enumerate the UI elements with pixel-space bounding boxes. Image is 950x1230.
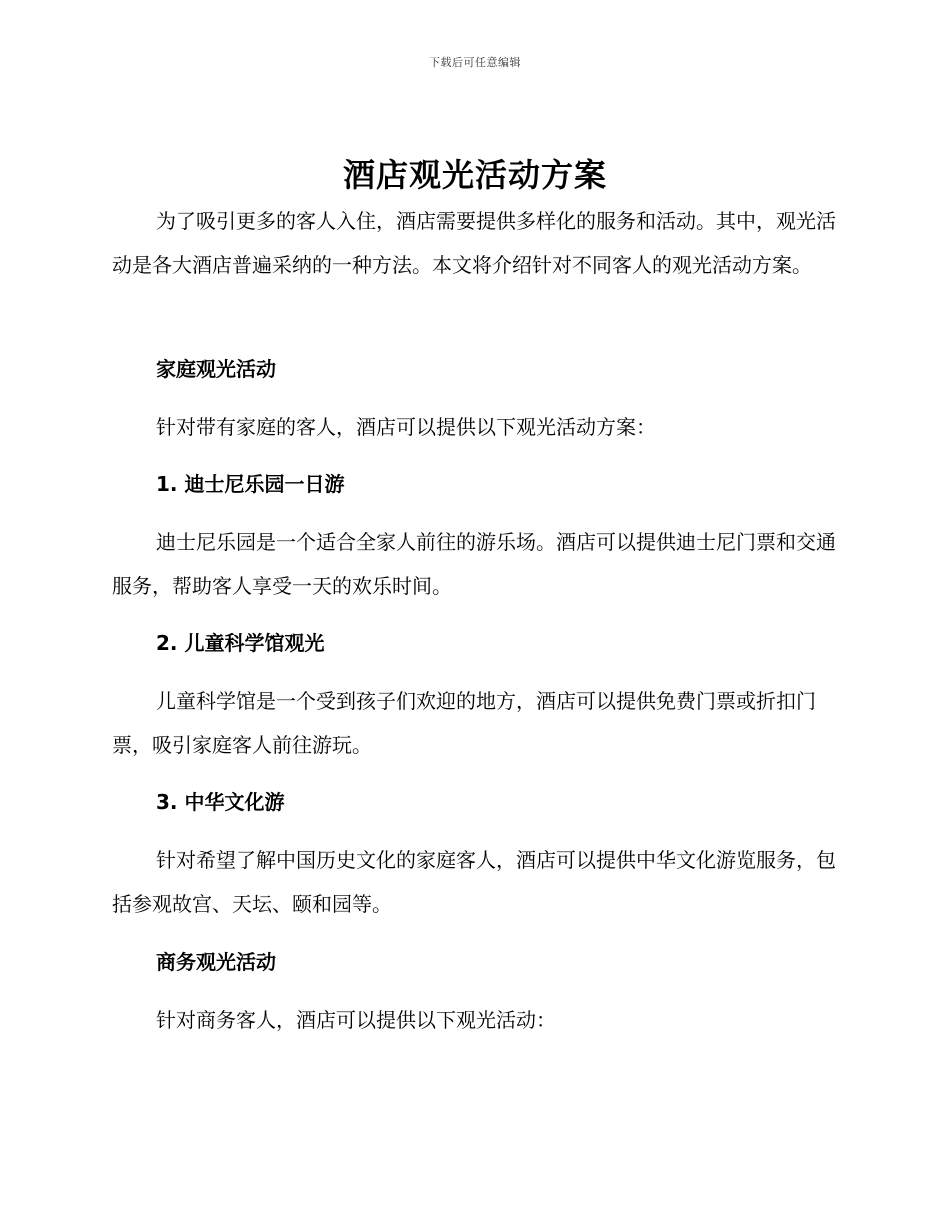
item-heading-disney: 1. 迪士尼乐园一日游 — [156, 472, 345, 496]
item-paragraph-chinese-culture: 针对希望了解中国历史文化的家庭客人，酒店可以提供中华文化游览服务，包括参观故宫、天坛、颐和园等。 — [112, 848, 836, 916]
item-paragraph-disney: 迪士尼乐园是一个适合全家人前往的游乐场。酒店可以提供迪士尼门票和交通服务，帮助客人享受一天的欢乐时间。 — [112, 530, 836, 598]
section-heading-business: 商务观光活动 — [156, 950, 276, 974]
item-heading-science-museum: 2. 儿童科学馆观光 — [156, 631, 325, 655]
header-note: 下载后可任意编辑 — [429, 56, 521, 69]
family-lead-paragraph: 针对带有家庭的客人，酒店可以提供以下观光活动方案： — [156, 415, 656, 439]
section-heading-family: 家庭观光活动 — [156, 357, 276, 381]
item-heading-chinese-culture: 3. 中华文化游 — [156, 790, 285, 814]
intro-paragraph: 为了吸引更多的客人入住，酒店需要提供多样化的服务和活动。其中，观光活动是各大酒店普遍采纳的一种方法。本文将介绍针对不同客人的观光活动方案。 — [112, 209, 836, 277]
item-paragraph-science-museum: 儿童科学馆是一个受到孩子们欢迎的地方，酒店可以提供免费门票或折扣门票，吸引家庭客人前往游玩。 — [112, 689, 816, 757]
document-title: 酒店观光活动方案 — [342, 156, 607, 194]
business-lead-paragraph: 针对商务客人，酒店可以提供以下观光活动： — [156, 1008, 556, 1032]
